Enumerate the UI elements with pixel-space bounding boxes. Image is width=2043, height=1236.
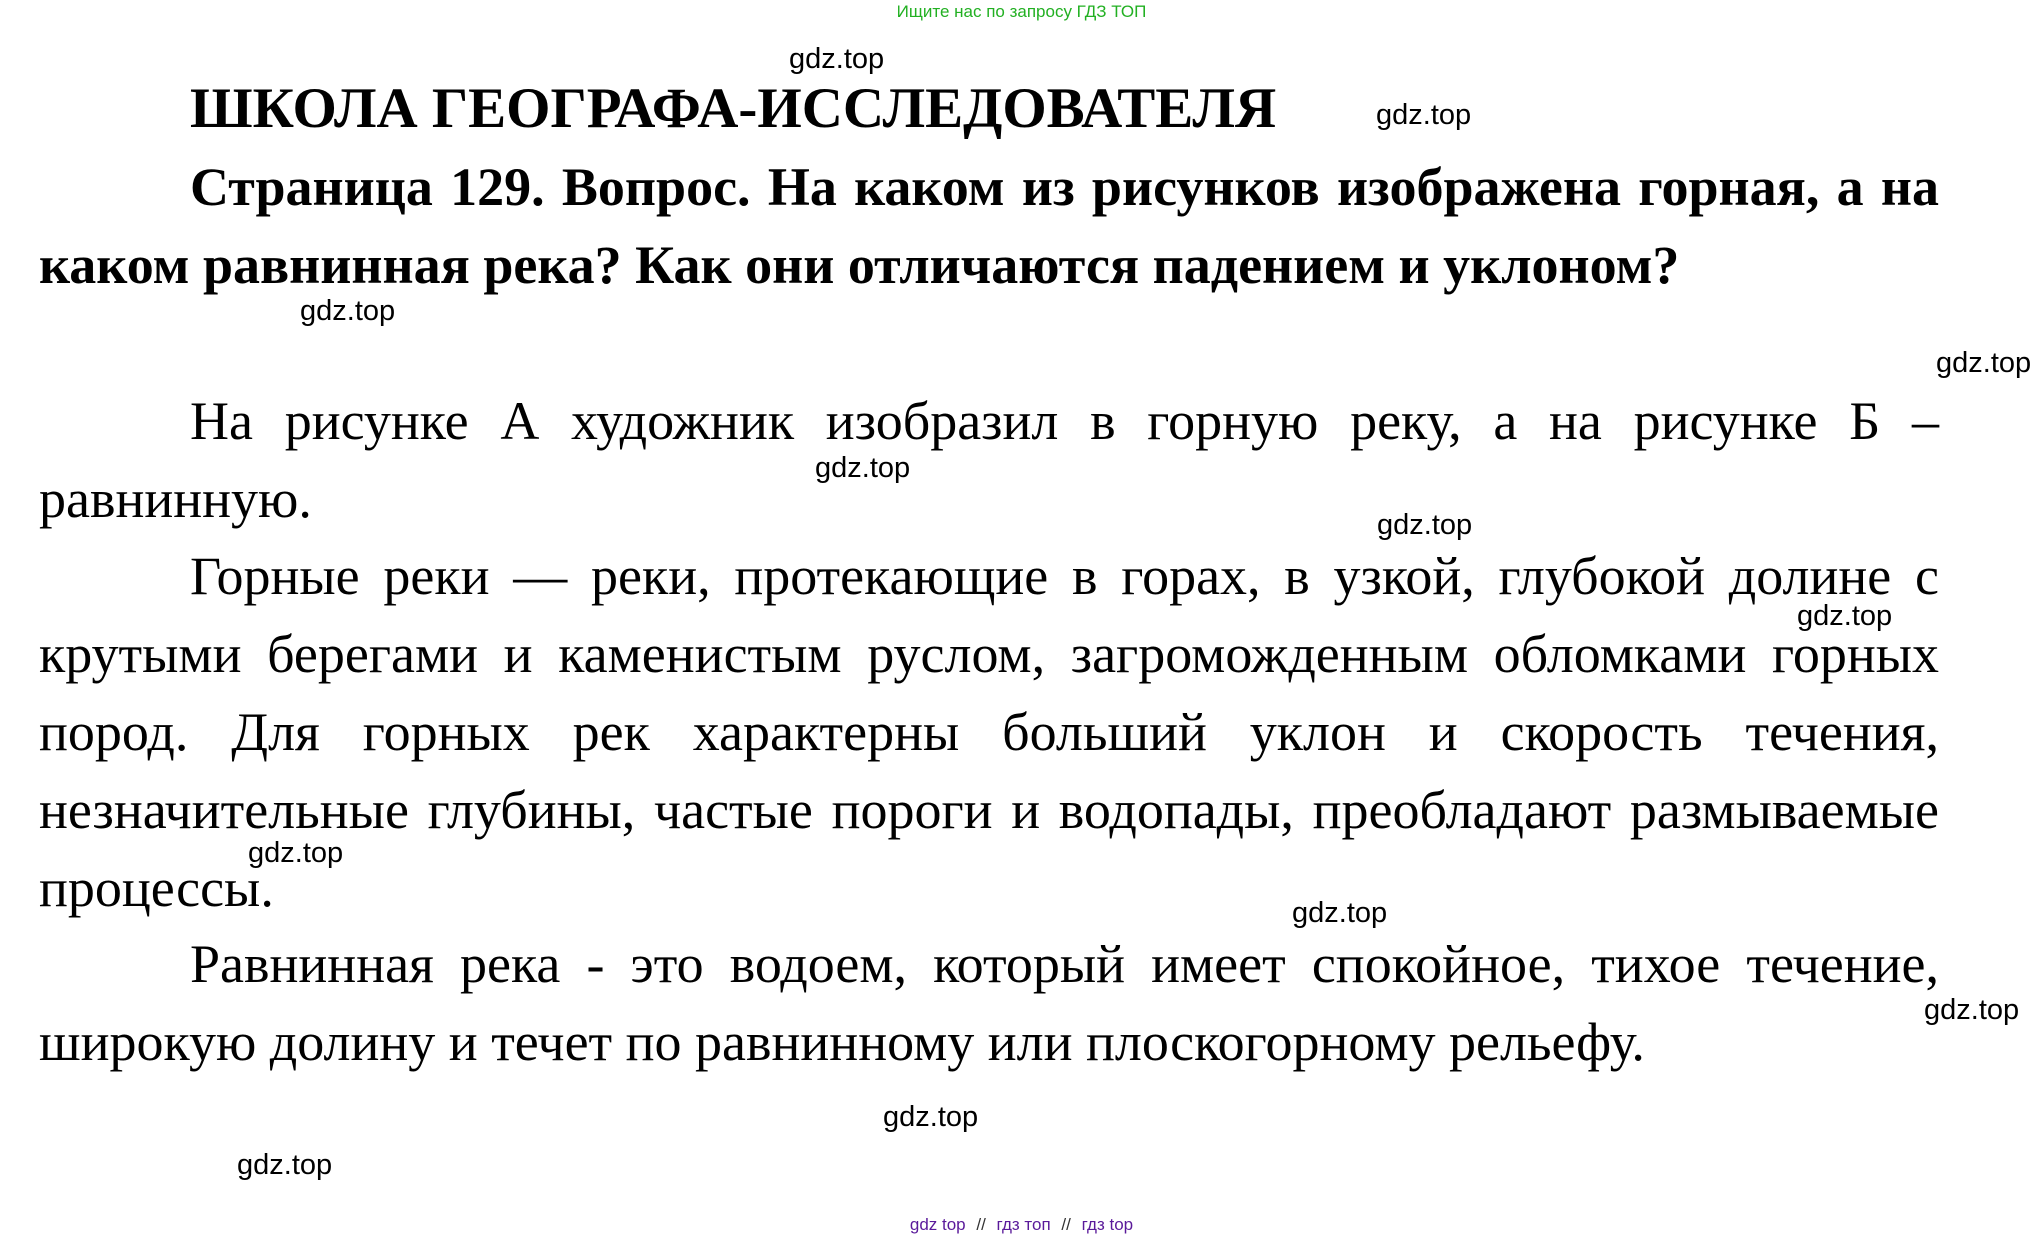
footer-separator: // <box>976 1215 986 1234</box>
watermark: gdz.top <box>1924 994 2020 1026</box>
answer-paragraph: Равнинная река - это водоем, который имеет спокойное, тихое течение, широкую долину и течет по равнинному или плоскогорному рельефу. <box>39 934 1939 1072</box>
watermark: gdz.top <box>1292 897 1388 929</box>
watermark: gdz.top <box>1376 99 1472 131</box>
footer-link[interactable]: gdz top <box>909 1215 966 1234</box>
watermark: gdz.top <box>237 1149 333 1181</box>
footer-links <box>0 1215 2043 1235</box>
answer-paragraph: Горные реки — реки, протекающие в горах, в узкой, глубокой долине с крутыми берегами и каменистым руслом, загроможденным обломками горных пород. Для горных рек характерны больший уклон и скорость течения, незначительные глубины, частые пороги и водопады, преобладают размываемые процессы. <box>39 546 1939 918</box>
question-text: Страница 129. Вопрос. На каком из рисунков изображена горная, а на каком равнинная река? Как они отличаются падением и уклоном? <box>39 157 1939 295</box>
watermark: gdz.top <box>1377 509 1473 541</box>
watermark: gdz.top <box>248 837 344 869</box>
section-heading: ШКОЛА ГЕОГРАФА-ИССЛЕДОВАТЕЛЯ <box>190 77 1277 140</box>
watermark: gdz.top <box>300 295 396 327</box>
watermark: gdz.top <box>789 43 885 75</box>
watermark: gdz.top <box>815 452 911 484</box>
footer-link[interactable]: гдз top <box>1081 1215 1134 1234</box>
watermark: gdz.top <box>883 1101 979 1133</box>
watermark: gdz.top <box>1797 600 1893 632</box>
top-banner: Ищите нас по запросу ГДЗ ТОП <box>896 2 1147 21</box>
watermark: gdz.top <box>1936 347 2032 379</box>
footer-separator: // <box>1061 1215 1071 1234</box>
answer-paragraph: На рисунке А художник изобразил в горную реку, а на рисунке Б – равнинную. <box>39 391 1939 529</box>
footer-link[interactable]: гдз топ <box>996 1215 1051 1234</box>
